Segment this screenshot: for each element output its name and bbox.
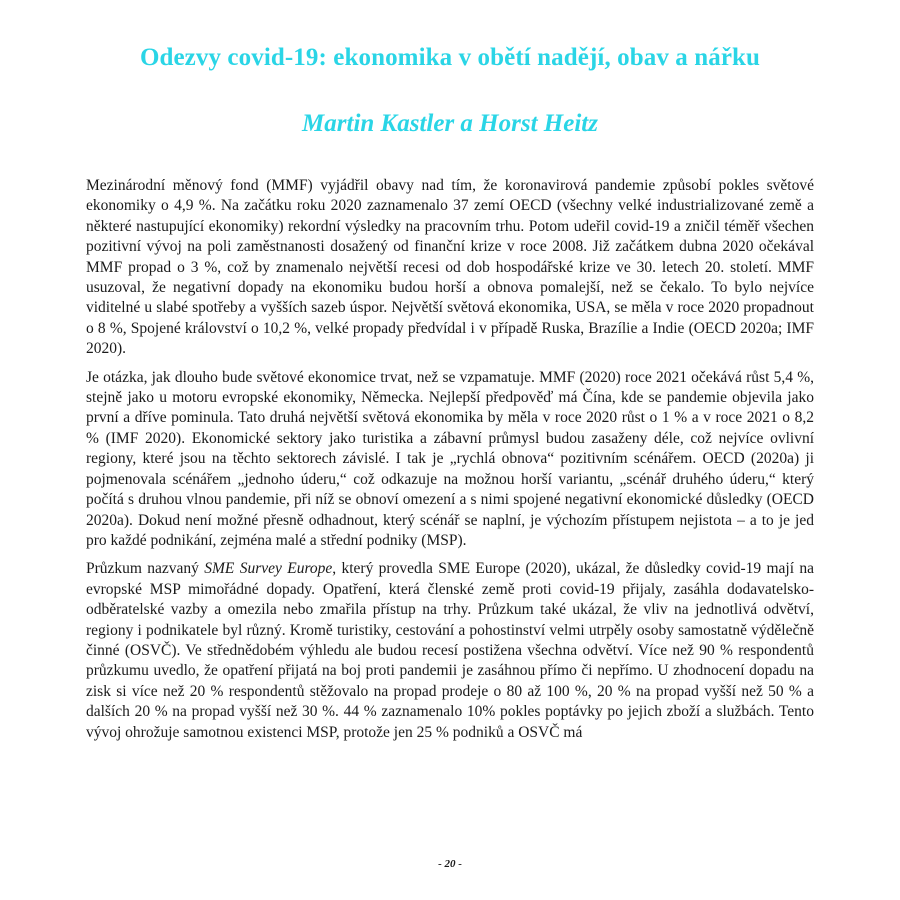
article-body (86, 176, 814, 751)
article-authors: Martin Kastler a Horst Heitz (302, 110, 598, 137)
article-title: Odezvy covid-19: ekonomika v obětí nadějí, obav a nářku (139, 44, 761, 71)
paragraph-3 (86, 559, 814, 743)
page-number: - 20 - (438, 858, 462, 870)
paragraph-1: Mezinárodní měnový fond (MMF) vyjádřil obavy nad tím, že koronavirová pandemie způsobí pokles světové ekonomiky o 4,9 %. Na začátku roku 2020 zaznamenalo 37 zemí OECD (všechny velké industrializované země a některé nastupující ekonomiky) rekordní výsledky na pracovním trhu. Potom udeřil covid-19 a zničil téměř všechen pozitivní vývoj na poli zaměstnanosti dosažený od finanční krize v roce 2008. Již začátkem dubna 2020 očekával MMF propad o 3 %, což by znamenalo největší recesi od dob hospodářské krize ve 30. letech 20. století. MMF usuzoval, že negativní dopady na ekonomiku budou horší a obnova pomalejší, než se čekalo. To bylo nejvíce viditelné u slabé spotřeby a vyšších sazeb úspor. Největší světová ekonomika, USA, se měla v roce 2020 propadnout o 8 %, Spojené království o 10,2 %, velké propady předvídal i v případě Ruska, Brazílie a Indie (OECD 2020a; IMF 2020). (86, 177, 814, 358)
paragraph-2: Je otázka, jak dlouho bude světové ekonomice trvat, než se vzpamatuje. MMF (2020) roce 2021 očekává růst 5,4 %, stejně jako u motoru evropské ekonomiky, Německa. Nejlepší předpověď má Čína, kde se pandemie objevila jako první a dříve pominula. Tato druhá největší světová ekonomika by měla v roce 2020 růst o 1 % a v roce 2021 o 8,2 % (IMF 2020). Ekonomické sektory jako turistika a zábavní průmysl budou zasaženy déle, což nejvíce ovlivní regiony, které jsou na těchto sektorech závislé. I tak je „rychlá obnova“ pozitivním scénářem. OECD (2020a) ji pojmenovala scénářem „jednoho úderu,“ což odkazuje na možnou horší variantu, „scénář druhého úderu,“ který počítá s druhou vlnou pandemie, při níž se obnoví omezení a s nimi spojené negativní ekonomické důsledky (OECD 2020a). Dokud není možné přesně odhadnout, který scénář se naplní, je výchozím přístupem nejistota – a to je jed pro každé podnikání, zejména malé a střední podniky (MSP). (86, 368, 814, 549)
paragraph-3-prefix: Průzkum nazvaný (86, 560, 205, 578)
survey-name: SME Survey Europe (204, 560, 333, 578)
paragraph-3-text: , který provedla SME Europe (2020), ukázal, že důsledky covid-19 mají na evropské MSP mimořádné dopady. Opatření, která členské země proti covid-19 přijaly, zasáhla dodavatelsko-odběratelské vazby a omezila nebo zmařila přístup na trhy. Průzkum také ukázal, že vliv na jednotlivá odvětví, regiony i podnikatele byl různý. Kromě turistiky, cestování a pohostinství velmi utrpěly osoby samostatně výdělečně činné (OSVČ). Ve střednědobém výhledu ale budou recesí postižena všechna odvětví. Více než 90 % respondentů průzkumu uvedlo, že opatření přijatá na boj proti pandemii je zasáhnou přímo či nepřímo. U zhodnocení dopadu na zisk si více než 20 % respondentů stěžovalo na propad prodeje o 80 až 100 %, 20 % na propad vyšší než 50 % a dalších 20 % na propad vyšší než 30 %. 44 % zaznamenalo 10% pokles poptávky po jejich zboží a službách. Tento vývoj ohrožuje samotnou existenci MSP, protože jen 25 % podniků a OSVČ má (86, 560, 814, 741)
